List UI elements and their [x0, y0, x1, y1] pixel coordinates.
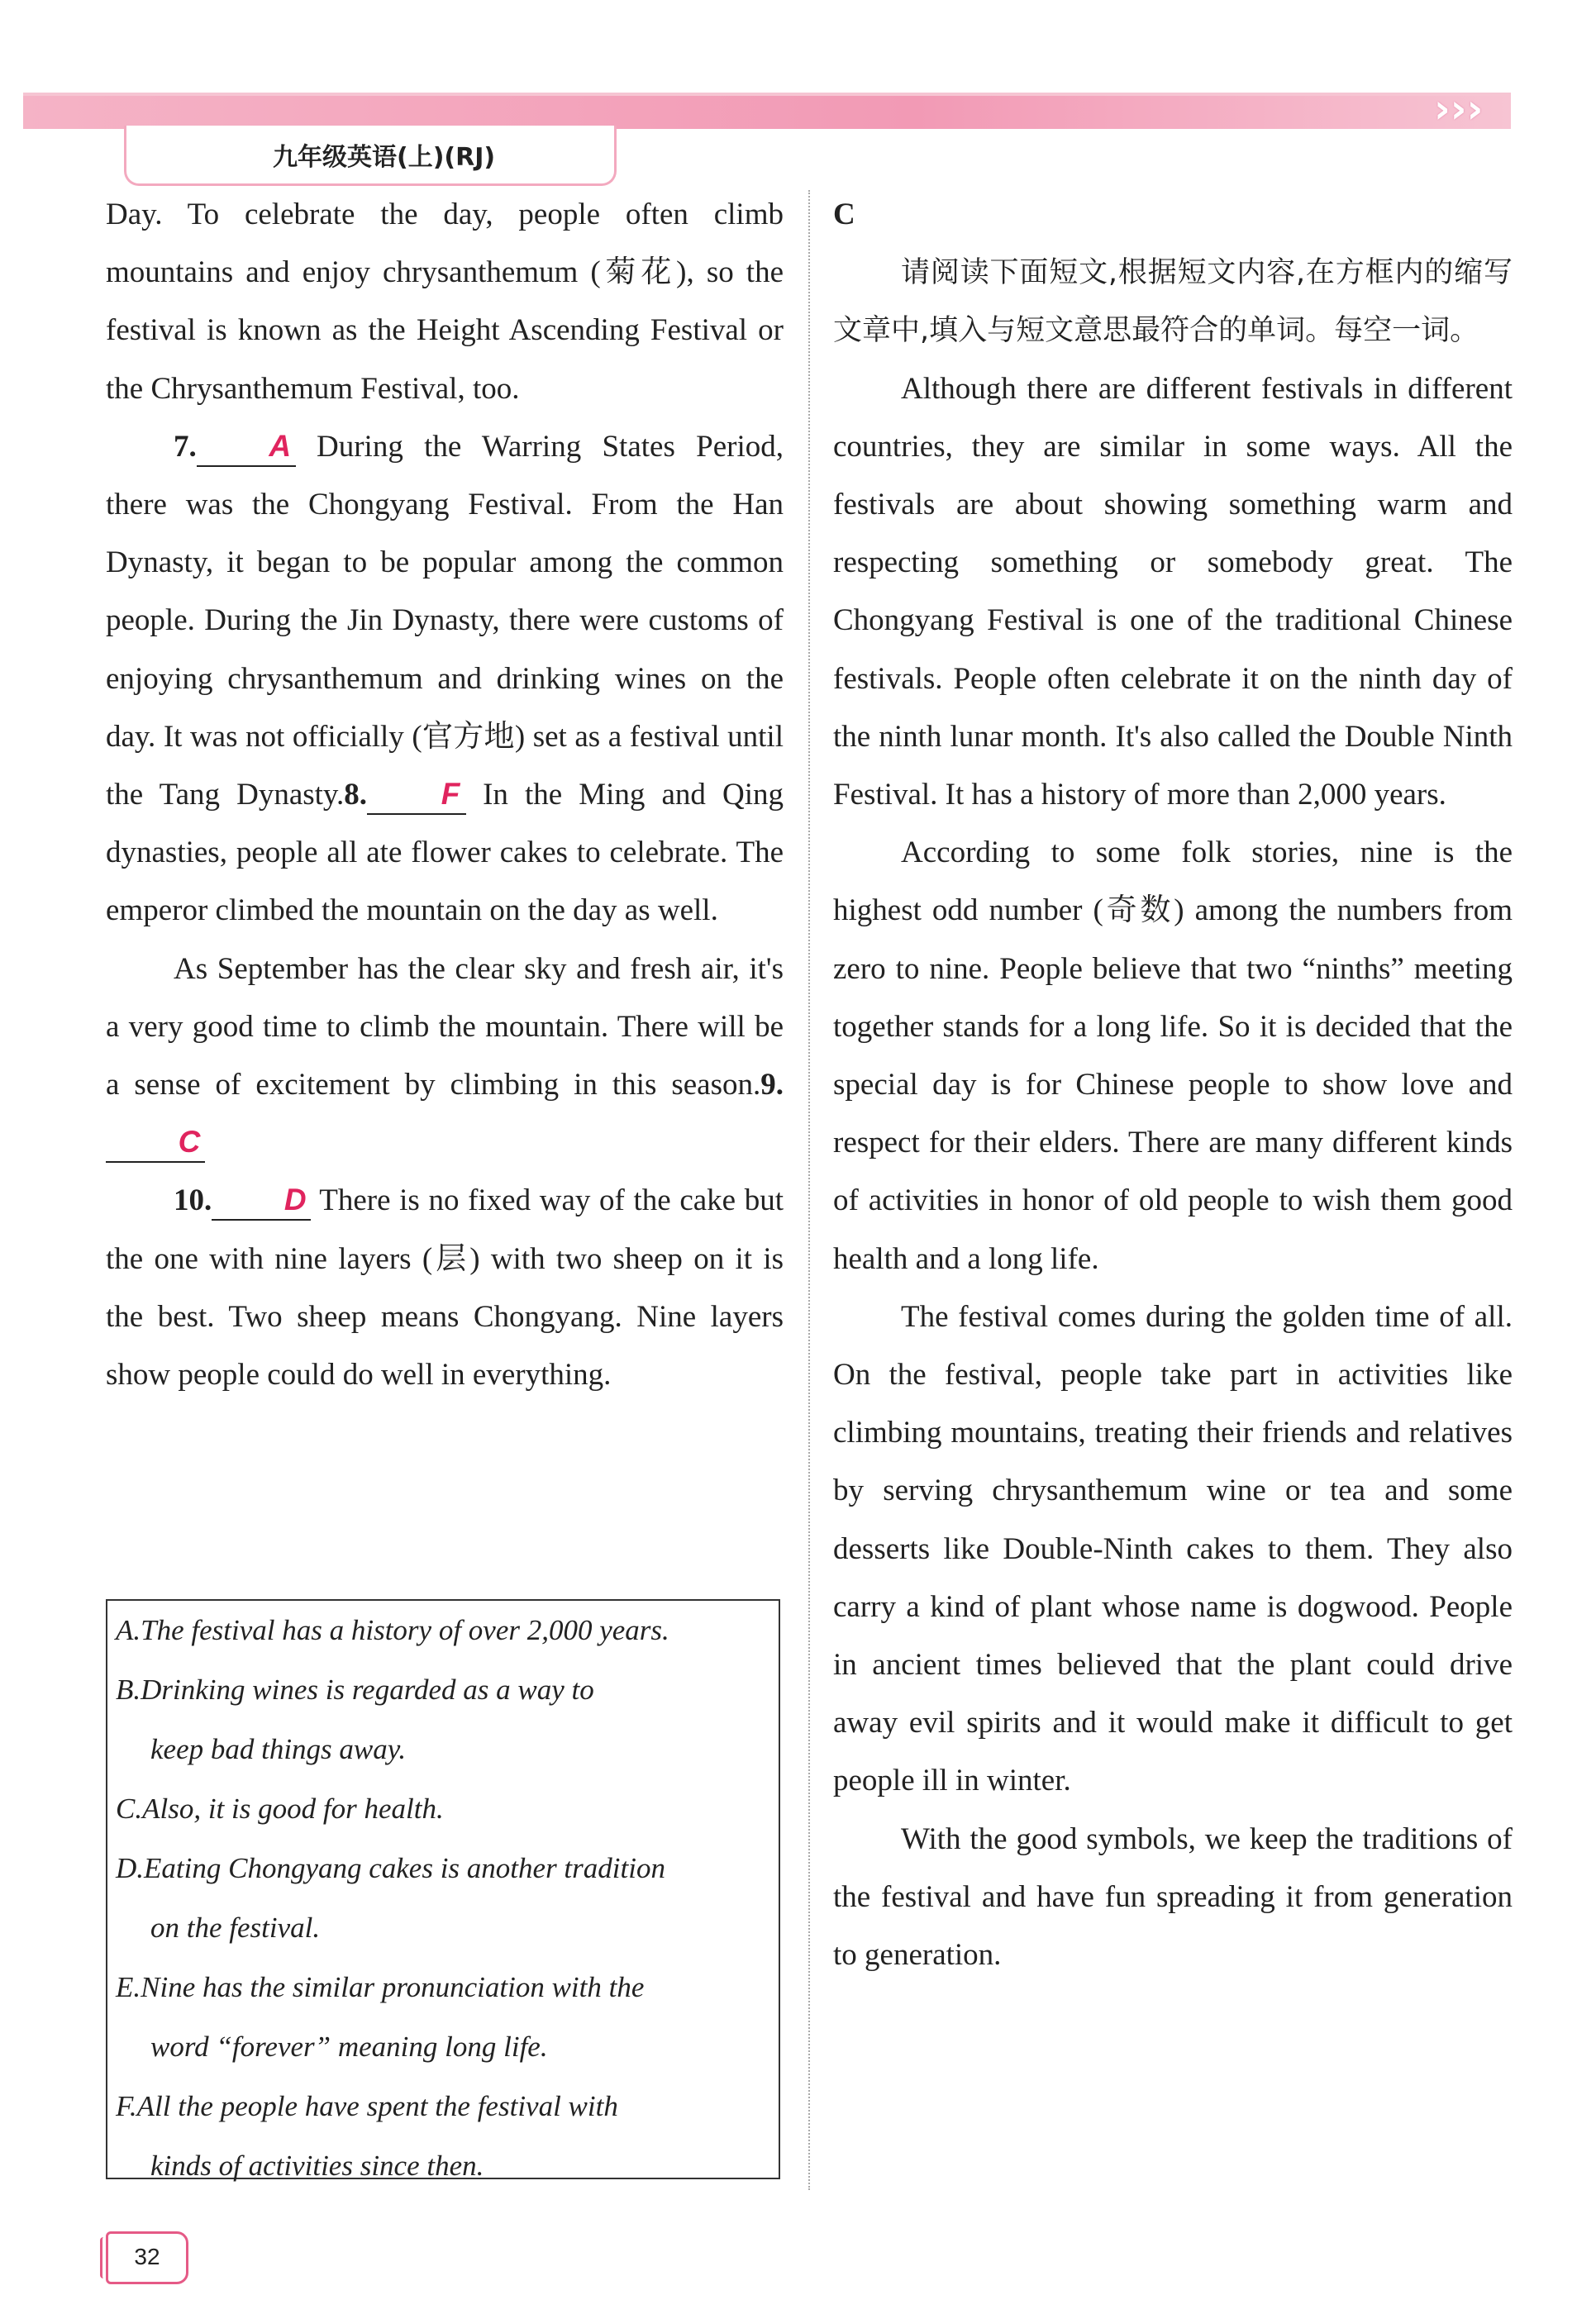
option-text-cont: kinds of activities since then. — [150, 2150, 484, 2182]
options-box — [106, 1599, 780, 2182]
option-text: Eating Chongyang cakes is another tradition — [144, 1852, 665, 1884]
option-label: A. — [116, 1614, 141, 1646]
option-d — [116, 1839, 770, 1958]
option-text-cont: word “forever” meaning long life. — [150, 2031, 548, 2063]
option-label: B. — [116, 1674, 141, 1706]
chevron-right-icon: ››› — [1434, 86, 1484, 132]
question-number: 9. — [760, 1068, 784, 1102]
passage-text: In the Ming and Qing dynasties, people all ate flower cakes to celebrate. The emperor climbed the mountain on the day as well. — [106, 778, 784, 928]
column-divider — [808, 190, 810, 2190]
passage-paragraph: According to some folk stories, nine is the highest odd number (奇数) among the numbers from zero to nine. People believe that two “ninths” meeting together stands for a long life. So it is decided that the special day is for Chinese people to show love and respect for their elders. There are many different kinds of activities in honor of old people to wish them good health and a long life. — [833, 836, 1513, 1276]
passage-paragraph: Although there are different festivals in different countries, they are similar in some ways. All the festivals are about showing something warm and respecting something or somebody great. The Chongyang Festival is one of the traditional Chinese festivals. People often celebrate it on the ninth day of the ninth lunar month. It's also called the Double Ninth Festival. It has a history of more than 2,000 years. — [833, 371, 1513, 812]
option-text-cont: keep bad things away. — [150, 1733, 407, 1765]
option-text: Drinking wines is regarded as a way to — [141, 1674, 594, 1706]
option-label: D. — [116, 1852, 145, 1884]
passage-paragraph — [106, 1172, 784, 1404]
answer-text: D — [283, 1183, 307, 1217]
option-a — [116, 1601, 770, 1660]
page-title: 九年级英语(上)(RJ) — [273, 143, 496, 172]
question-number: 7. — [174, 429, 197, 464]
passage-text: During the Warring States Period, there was the Chongyang Festival. From the Han Dynasty, it began to be popular among the common people. During the Jin Dynasty, there were customs of enjoying chrysanthemum and drinking wines on the day. It was not officially (官方地) set as a festival until the Tang Dynasty. — [106, 429, 784, 812]
question-number: 8. — [344, 778, 368, 812]
question-number: 10. — [174, 1183, 212, 1218]
answer-blank — [197, 428, 296, 467]
passage-text: There is no fixed way of the cake but the one with nine layers (层) with two sheep on it is the best. Two sheep means Chongyang. Nine layers show people could do well in everything. — [106, 1183, 784, 1393]
option-f — [116, 2077, 770, 2196]
option-label: C. — [116, 1793, 143, 1825]
section-heading: C — [833, 198, 855, 231]
answer-blank — [212, 1182, 311, 1221]
option-b — [116, 1660, 770, 1779]
answer-blank — [367, 776, 466, 815]
passage-paragraph — [106, 418, 784, 940]
option-label: F. — [116, 2090, 137, 2122]
passage-paragraph: The festival comes during the golden time of all. On the festival, people take part in activities like climbing mountains, treating their friends and relatives by serving chrysanthemum wine or tea and some desserts like Double-Ninth cakes to them. They also carry a kind of plant whose name is dogwood. People in ancient times believed that the plant could drive away evil spirits and it would make it difficult to get people ill in winter. — [833, 1299, 1513, 1798]
passage-paragraph: With the good symbols, we keep the traditions of the festival and have fun spreading it from generation to generation. — [833, 1821, 1513, 1973]
option-text-cont: on the festival. — [150, 1912, 321, 1944]
option-text: Also, it is good for health. — [142, 1793, 444, 1825]
passage-paragraph — [106, 940, 784, 1173]
left-column — [106, 186, 784, 1404]
answer-text: F — [441, 777, 460, 812]
right-column — [833, 186, 1513, 1984]
option-e — [116, 1958, 770, 2077]
answer-text: A — [269, 428, 292, 463]
answer-blank — [106, 1124, 205, 1163]
header-band — [23, 93, 1511, 129]
option-text: All the people have spent the festival with — [136, 2090, 618, 2122]
option-c — [116, 1779, 770, 1839]
instructions: 请阅读下面短文,根据短文内容,在方框内的缩写文章中,填入与短文意思最符合的单词。每空一词。 — [833, 256, 1513, 348]
passage-paragraph: Day. To celebrate the day, people often climb mountains and enjoy chrysanthemum (菊花), so the festival is known as the Height Ascending Festival or the Chrysanthemum Festival, too. — [106, 198, 784, 406]
option-text: The festival has a history of over 2,000 years. — [141, 1614, 669, 1646]
page-number: 32 — [106, 2231, 188, 2284]
option-text: Nine has the similar pronunciation with the — [141, 1971, 645, 2003]
answer-text: C — [178, 1125, 201, 1159]
passage-text: As September has the clear sky and fresh air, it's a very good time to climb the mountain. There will be a sense of excitement by climbing in this season. — [106, 951, 784, 1102]
option-label: E. — [116, 1971, 141, 2003]
